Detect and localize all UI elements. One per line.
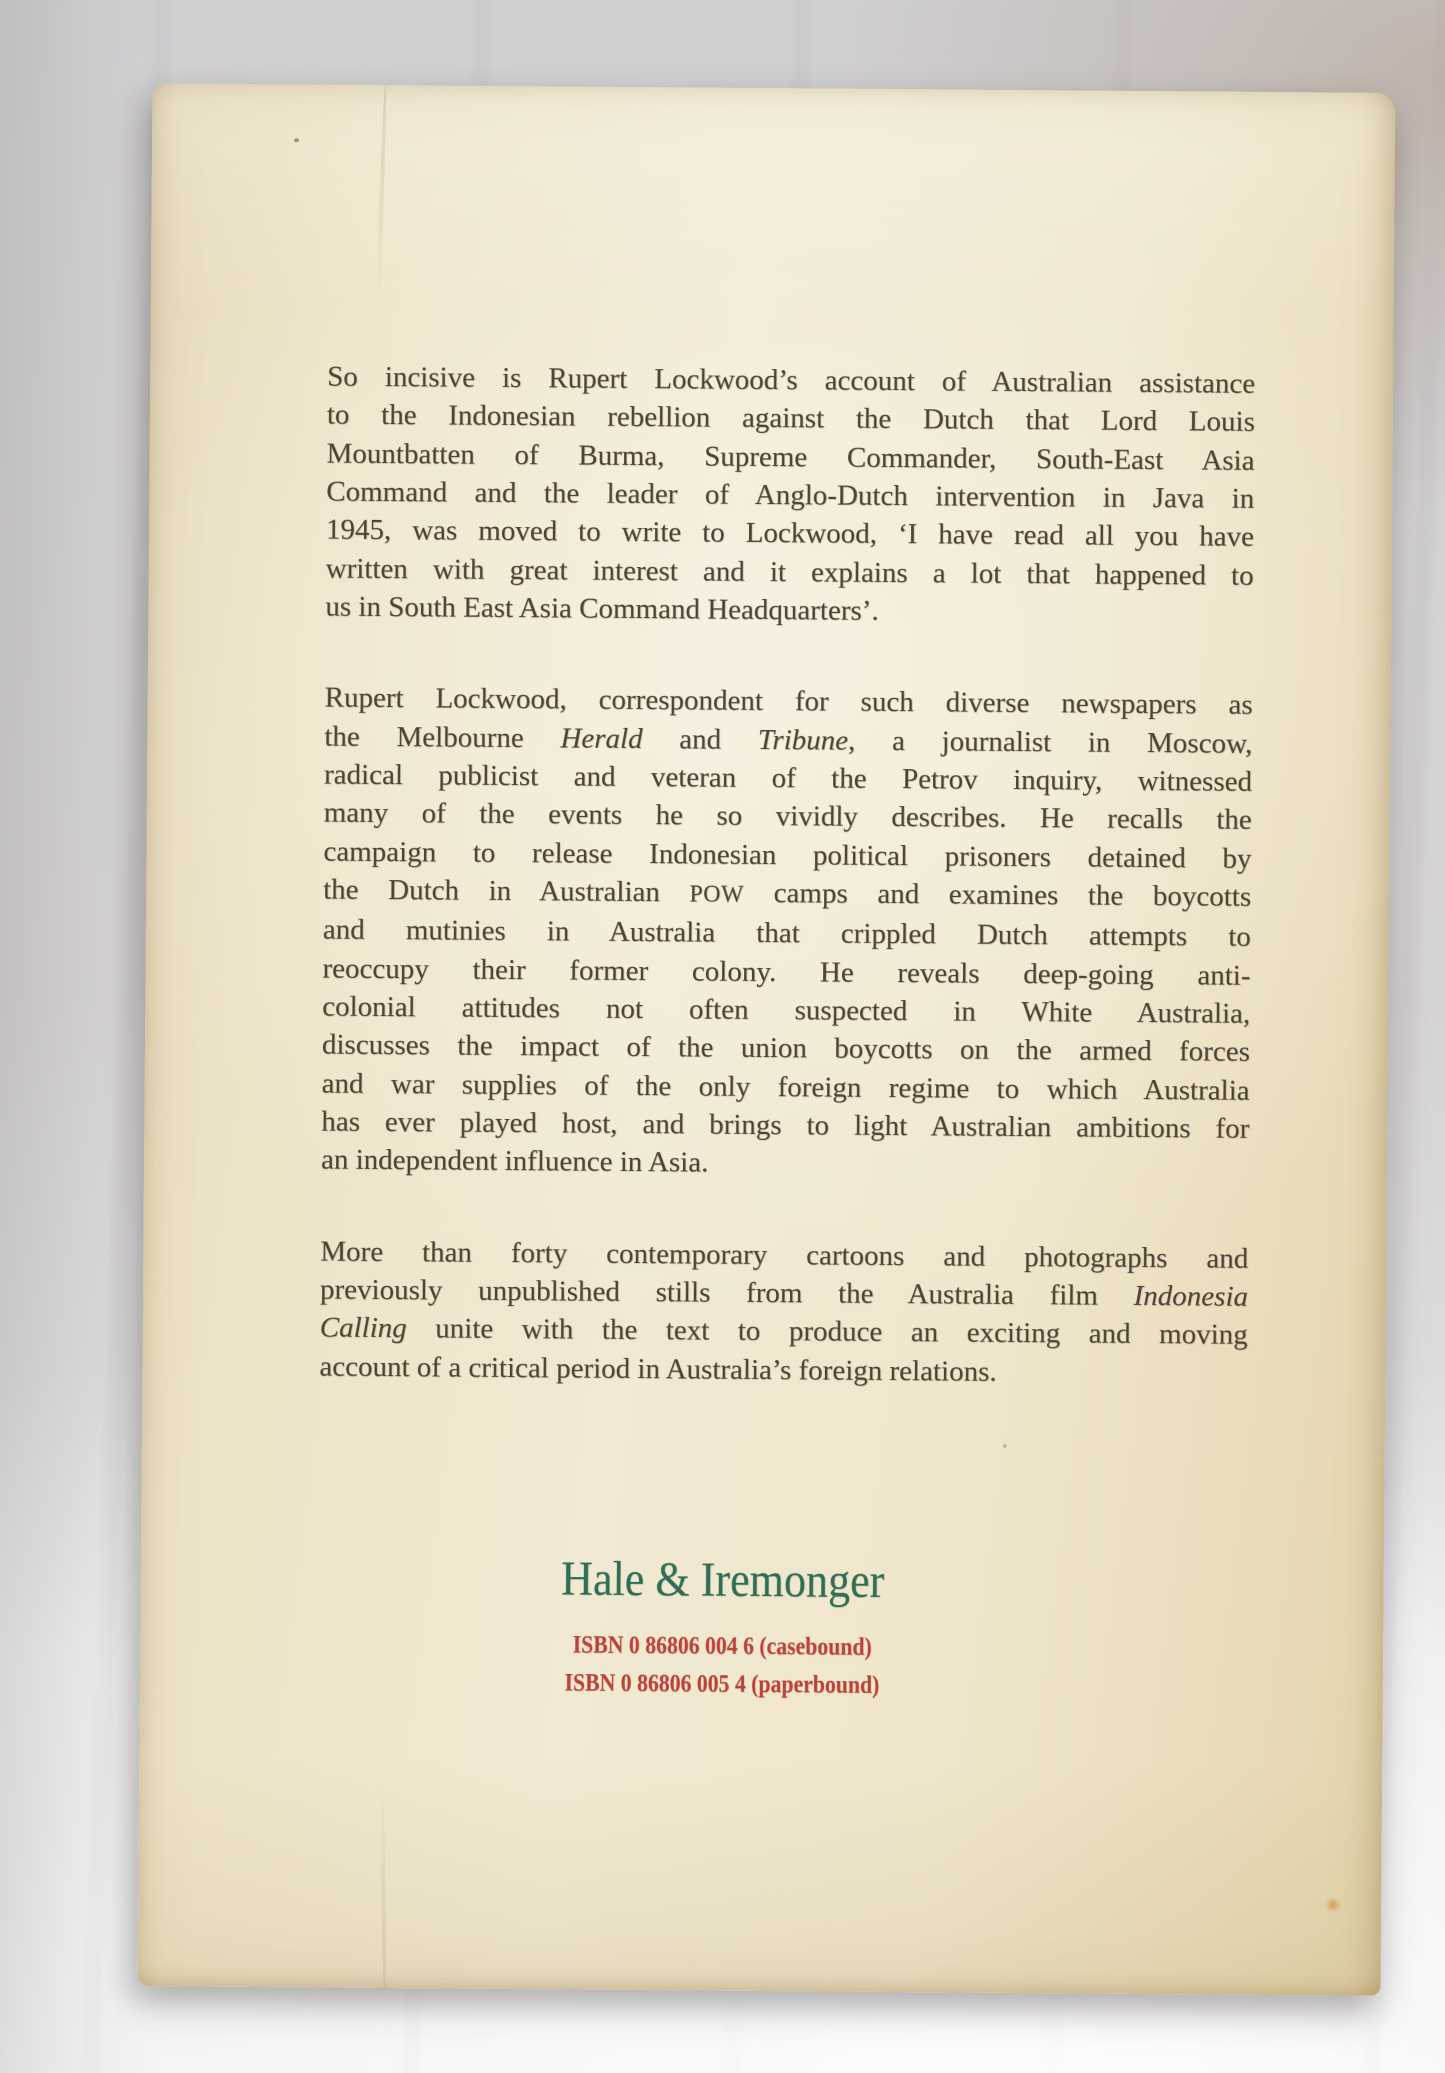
publisher-name: Hale & Iremonger [560,1550,885,1608]
blurb-line: Rupert Lockwood, correspondent for such diverse newspapers as [324,681,1253,722]
small-caps-text: POW [689,881,745,908]
blurb-line: an independent influence in Asia. [320,1143,709,1179]
blurb-paragraph [319,1232,1248,1393]
stain-mark [1324,1898,1342,1911]
blurb-line: and mutinies in Australia that crippled Dutch attempts to [322,913,1251,954]
italic-text: Calling [319,1311,407,1345]
blurb-line: colonial attitudes not often suspected in White Australia, [322,990,1251,1030]
isbn-casebound: ISBN 0 86806 004 6 (casebound) [572,1631,872,1661]
dust-speck [294,138,299,142]
blurb-line: has ever played host, and brings to light Australian ambitions for [321,1105,1250,1145]
italic-text: Herald [560,721,643,755]
dust-speck [1003,1444,1007,1448]
blurb-line: 1945, was moved to write to Lockwood, ‘I have read all you have [325,513,1255,554]
cover-crease-top [376,85,388,320]
blurb-line: us in South East Asia Command Headquarters’. [325,590,879,627]
blurb-line: reoccupy their former colony. He reveals deep-going anti- [322,952,1251,992]
cover-crease-bottom [380,1778,386,1988]
blurb-line: So incisive is Rupert Lockwood’s account of Australian assistance [327,360,1256,400]
blurb-line: the Dutch in Australian POW camps and examines the boycotts [323,873,1252,913]
blurb-line: Command and the leader of Anglo-Dutch intervention in Java in [326,475,1255,515]
blurb-paragraph [325,358,1255,634]
italic-text: Tribune [757,723,849,757]
blurb-paragraph [321,679,1253,1187]
blurb-line: account of a critical period in Australia’s foreign relations. [319,1350,997,1388]
blurb-line: and war supplies of the only foreign regime to which Australia [321,1067,1250,1107]
isbn-paperbound: ISBN 0 86806 005 4 (paperbound) [564,1669,880,1699]
blurb-line: the Melbourne Herald and Tribune, a journalist in Moscow, [324,720,1253,760]
blurb-line: many of the events he so vividly describes. He recalls the [323,796,1252,837]
blurb-line: Mountbatten of Burma, Supreme Commander, South-East Asia [326,437,1255,477]
book-back-cover [138,83,1396,1996]
blurb-line: More than forty contemporary cartoons and photographs and [320,1235,1249,1275]
blurb-line: discusses the impact of the union boycotts on the armed forces [321,1028,1251,1069]
blurb-line: Calling unite with the text to produce an exciting and moving [319,1311,1248,1352]
italic-text: Indonesia [1133,1279,1249,1313]
blurb-line: campaign to release Indonesian political prisoners detained by [323,835,1252,875]
blurb-line: previously unpublished stills from the Australia film Indonesia [319,1273,1249,1313]
blurb [319,358,1255,1393]
publisher-block [422,1550,1023,1706]
blurb-line: to the Indonesian rebellion against the Dutch that Lord Louis [326,398,1255,439]
blurb-line: radical publicist and veteran of the Petrov inquiry, witnessed [323,758,1253,798]
blurb-line: written with great interest and it explains a lot that happened to [325,552,1254,592]
